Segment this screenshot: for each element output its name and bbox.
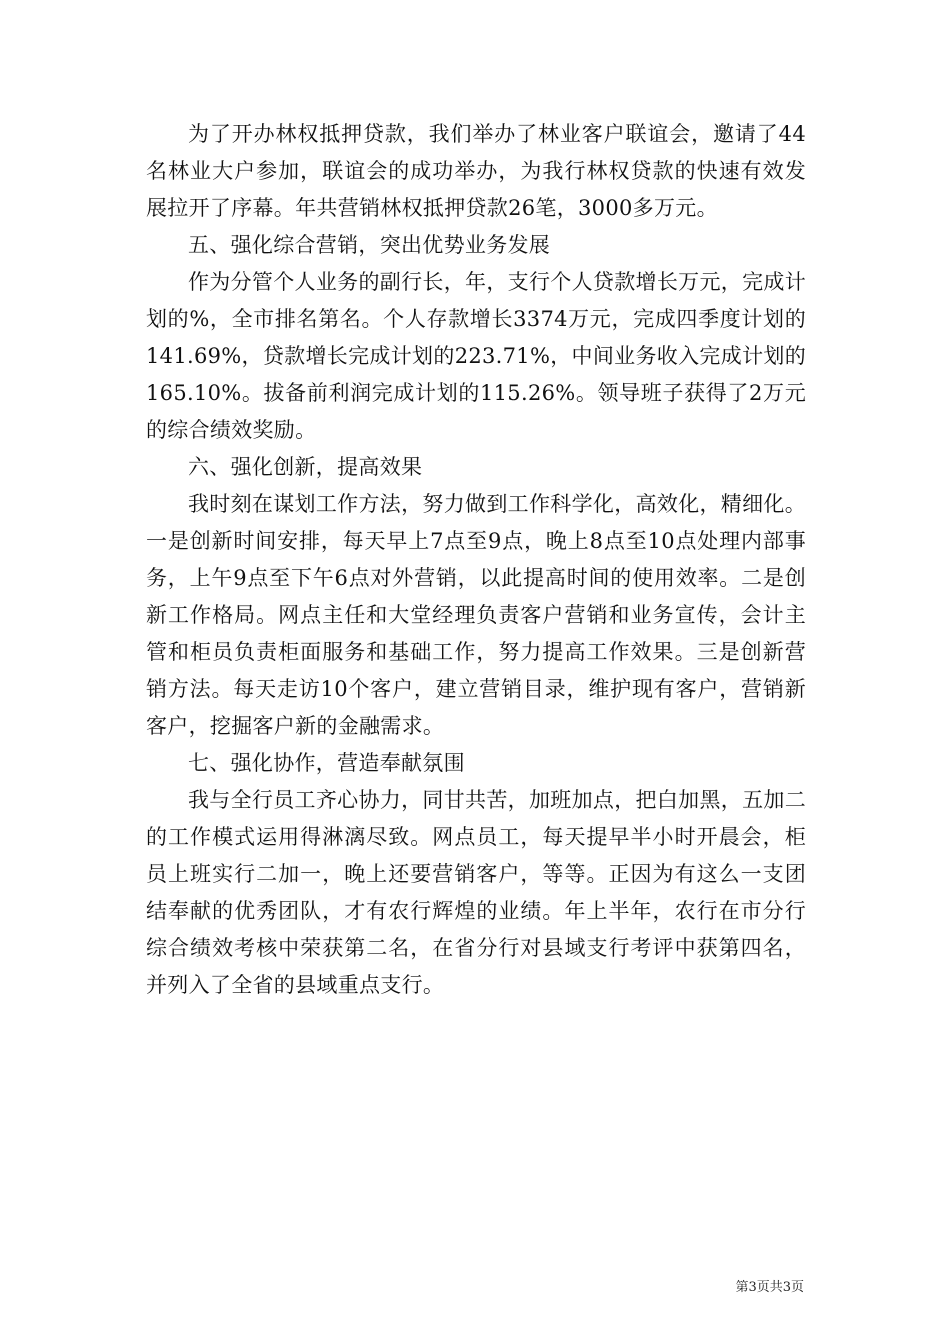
page-number-footer: 第3页共3页 bbox=[735, 1280, 804, 1295]
document-body bbox=[146, 116, 806, 1004]
paragraph-marketing-results: 作为分管个人业务的副行长，年，支行个人贷款增长万元，完成计划的%，全市排名第名。个人存款增长3374万元，完成四季度计划的141.69%，贷款增长完成计划的223.71%，中间业务收入完成计划的165.10%。拔备前利润完成计划的115.26%。领导班子获得了2万元的综合绩效奖励。 bbox=[146, 270, 806, 442]
section-heading-5: 五、强化综合营销，突出优势业务发展 bbox=[188, 233, 551, 257]
section-heading-6: 六、强化创新，提高效果 bbox=[188, 455, 423, 479]
paragraph-forest-loan: 为了开办林权抵押贷款，我们举办了林业客户联谊会，邀请了44名林业大户参加，联谊会的成功举办，为我行林权贷款的快速有效发展拉开了序幕。年共营销林权抵押贷款26笔，3000多万元。 bbox=[146, 122, 806, 220]
section-heading-7: 七、强化协作，营造奉献氛围 bbox=[188, 751, 465, 775]
paragraph-cooperation: 我与全行员工齐心协力，同甘共苦，加班加点，把白加黑，五加二的工作模式运用得淋漓尽致。网点员工，每天提早半小时开晨会，柜员上班实行二加一，晚上还要营销客户，等等。正因为有这么一支团结奉献的优秀团队，才有农行辉煌的业绩。年上半年，农行在市分行综合绩效考核中荣获第二名，在省分行对县域支行考评中获第四名，并列入了全省的县域重点支行。 bbox=[146, 788, 806, 997]
paragraph-innovation: 我时刻在谋划工作方法，努力做到工作科学化，高效化，精细化。一是创新时间安排，每天早上7点至9点，晚上8点至10点处理内部事务，上午9点至下午6点对外营销，以此提高时间的使用效率。二是创新工作格局。网点主任和大堂经理负责客户营销和业务宣传，会计主管和柜员负责柜面服务和基础工作，努力提高工作效果。三是创新营销方法。每天走访10个客户，建立营销目录，维护现有客户，营销新客户，挖掘客户新的金融需求。 bbox=[146, 492, 806, 738]
